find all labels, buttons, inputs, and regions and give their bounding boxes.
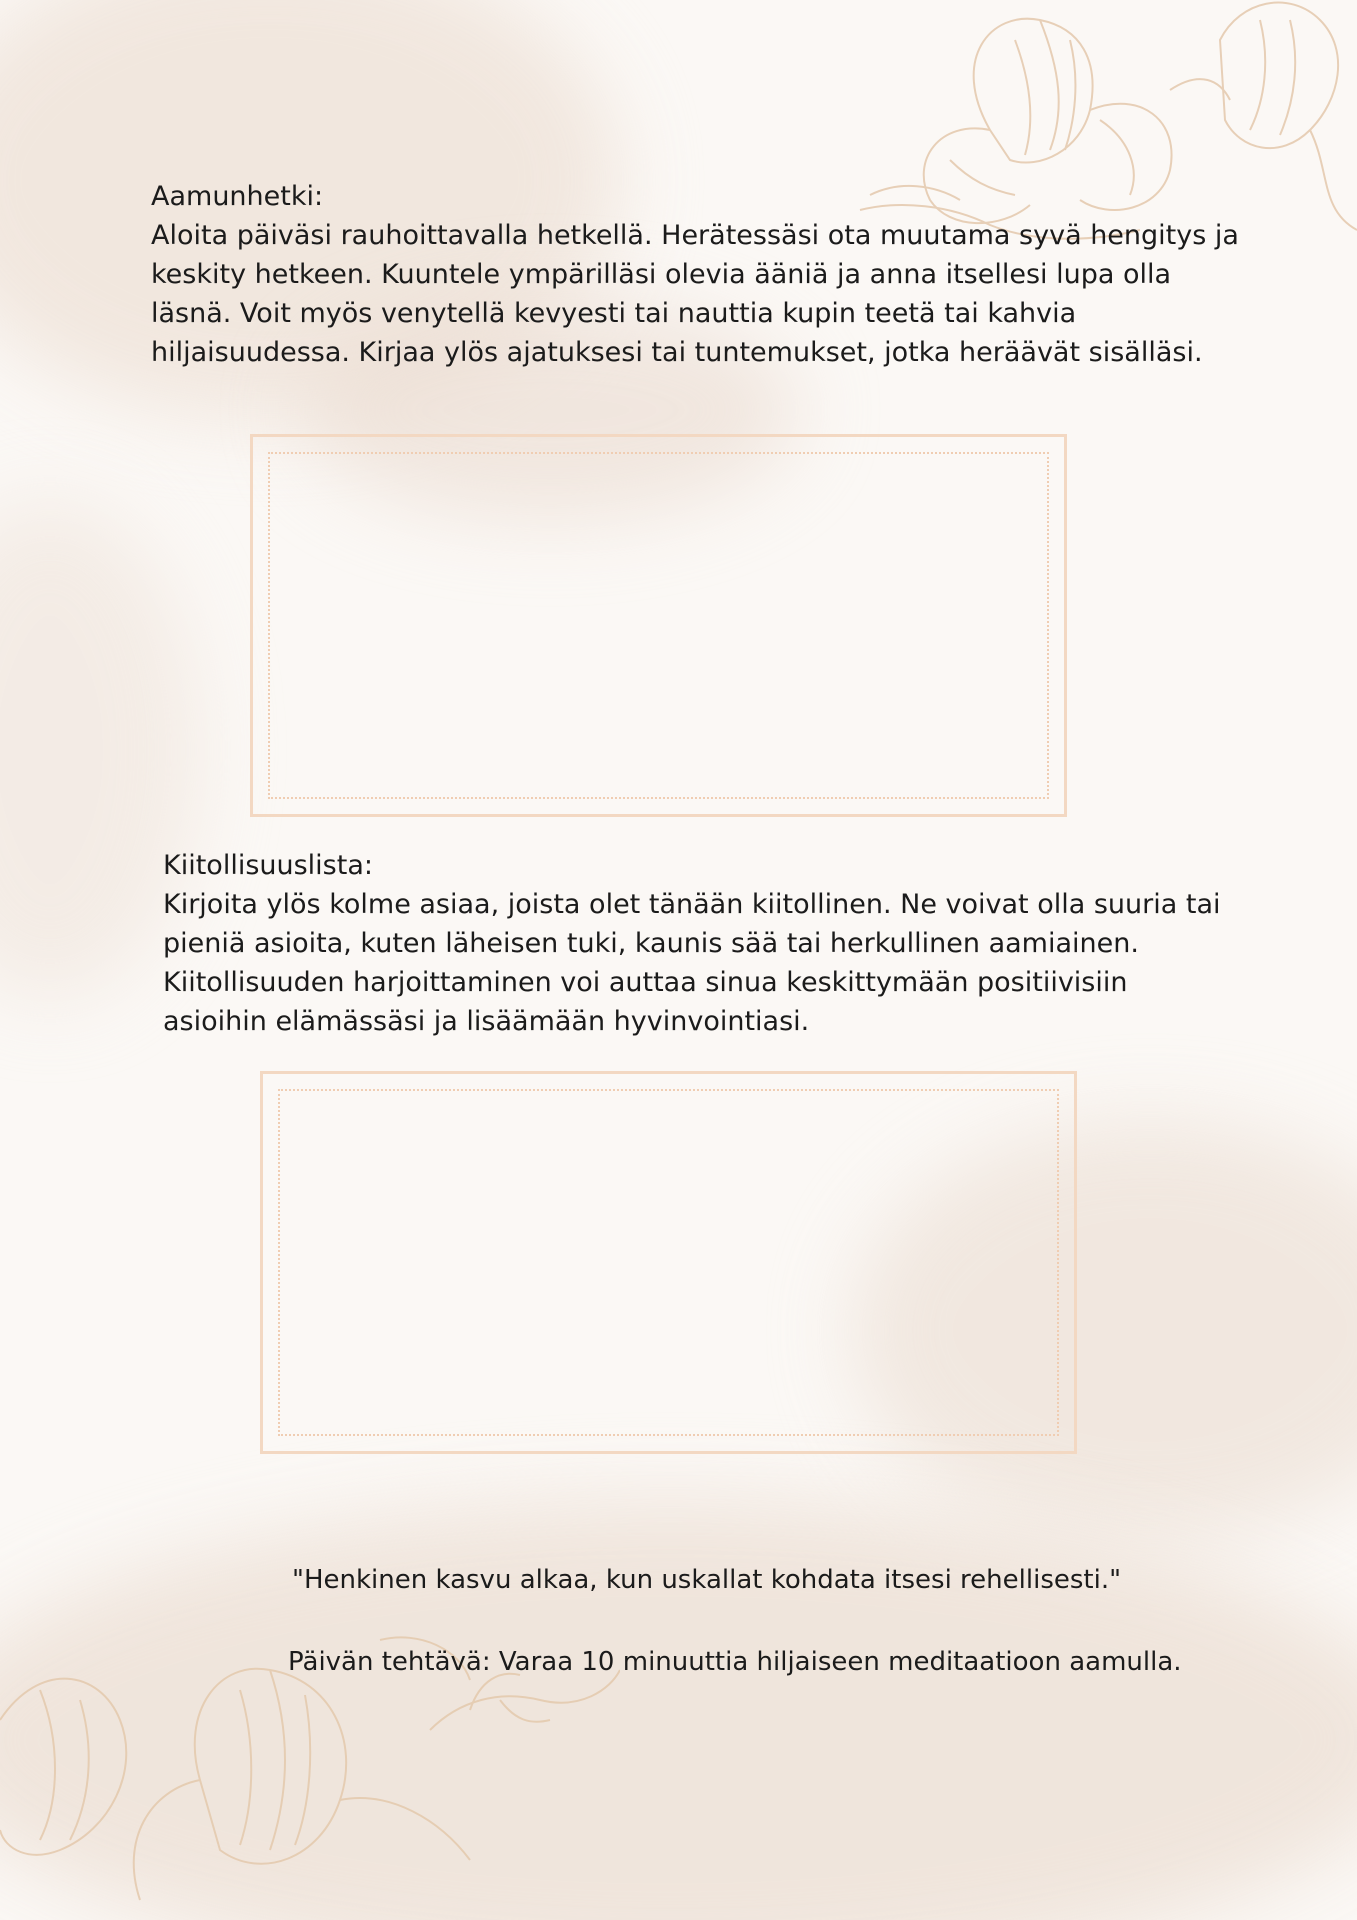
gratitude-heading: Kiitollisuuslista: [163,850,373,881]
gratitude-section [163,846,1263,1041]
writing-box-dotted-border [278,1089,1059,1436]
morning-line: Aloita päiväsi rauhoittavalla hetkellä. Herätessäsi ota muutama syvä hengitys ja [151,220,1239,251]
gratitude-line: asioihin elämässäsi ja lisäämään hyvinvointiasi. [163,1006,810,1037]
morning-line: keskity hetkeen. Kuuntele ympärilläsi olevia ääniä ja anna itsellesi lupa olla [151,259,1172,290]
morning-writing-box[interactable] [250,434,1067,817]
gratitude-line: Kiitollisuuden harjoittaminen voi auttaa sinua keskittymään positiivisiin [163,967,1128,998]
morning-section [151,177,1251,372]
quote-text: "Henkinen kasvu alkaa, kun uskallat kohdata itsesi rehellisesti." [292,1565,1122,1595]
daily-task-text: Päivän tehtävä: Varaa 10 minuuttia hiljaiseen meditaatioon aamulla. [288,1647,1182,1677]
gratitude-line: Kirjoita ylös kolme asiaa, joista olet tänään kiitollinen. Ne voivat olla suuria tai [163,889,1221,920]
morning-line: hiljaisuudessa. Kirjaa ylös ajatuksesi tai tuntemukset, jotka heräävät sisälläsi. [151,337,1203,368]
gratitude-writing-box[interactable] [260,1071,1077,1454]
morning-heading: Aamunhetki: [151,181,324,212]
morning-line: läsnä. Voit myös venytellä kevyesti tai nauttia kupin teetä tai kahvia [151,298,1077,329]
writing-box-dotted-border [268,452,1049,799]
gratitude-line: pieniä asioita, kuten läheisen tuki, kaunis sää tai herkullinen aamiainen. [163,928,1139,959]
